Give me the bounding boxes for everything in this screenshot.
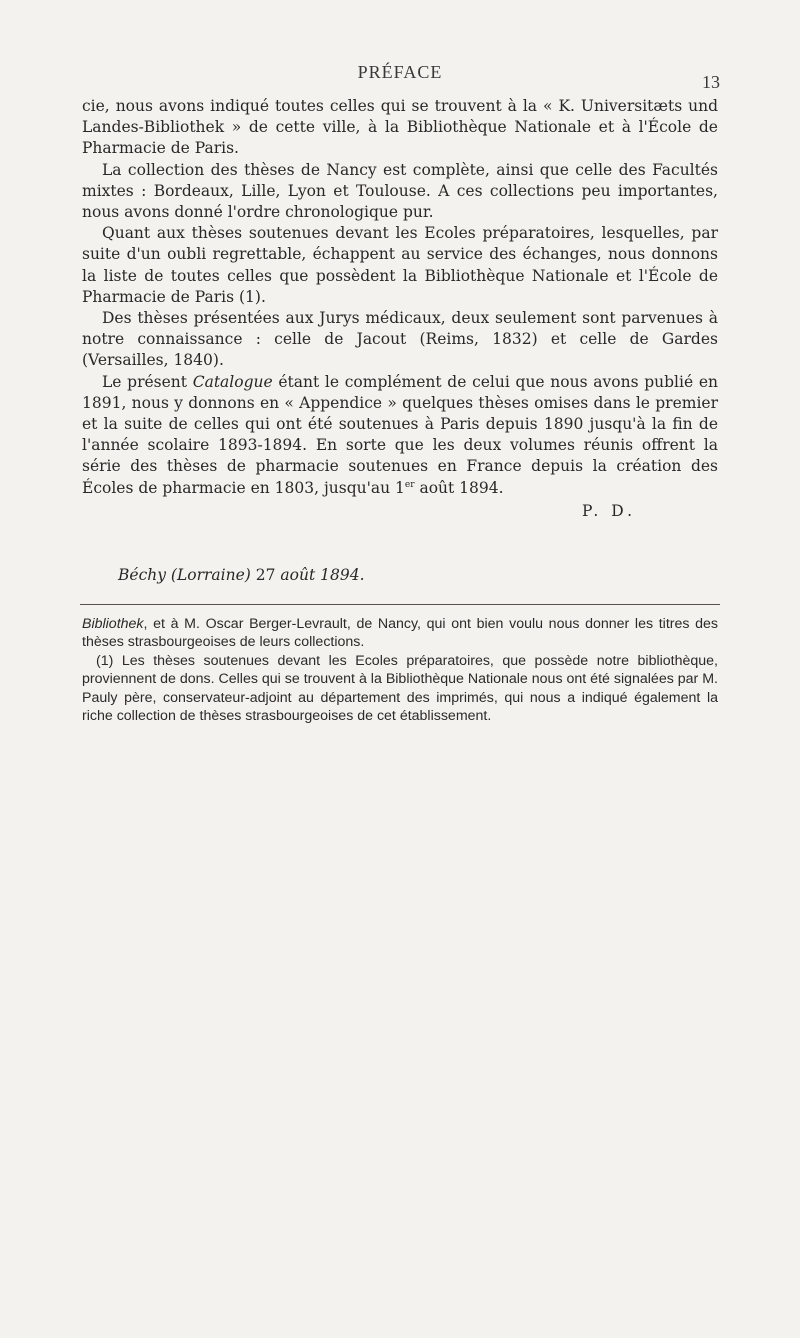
running-head [80,62,720,90]
footnote-1: (1) Les thèses soutenues devant les Ecoles préparatoires, que possède notre bibliothèque, proviennent de dons. Celles qui se trouvent à la Bibliothèque Nationale nous ont été signalées par M. Pauly père, conservateur-adjoint au département des imprimés, qui nous a indiqué également la riche collection de thèses strasbourgeoises de cet établissement. [82,652,718,725]
dateline [118,566,365,584]
page-title: PRÉFACE [357,62,443,82]
paragraph: cie, nous avons indiqué toutes celles qui se trouvent à la « K. Universitæts und Landes-Bibliothek » de cette ville, à la Bibliothèque Nationale et à l'École de Pharmacie de Paris. [82,97,718,158]
footnotes [82,615,718,725]
page-number: 13 [702,72,720,92]
body-text [82,96,718,522]
superscript: er [404,479,415,490]
paragraph: Quant aux thèses soutenues devant les Ecoles préparatoires, lesquelles, par suite d'un oubli regrettable, échappent au service des échanges, nous donnons la liste de toutes celles que possèdent la Bibliothèque Nationale et l'École de Pharmacie de Paris (1). [82,224,718,306]
dateline-place: Béchy (Lorraine) [118,566,251,584]
footnote-divider [80,604,720,605]
text-run: août 1894. [414,478,504,497]
paragraph-catalogue [82,372,718,499]
signature: P. D. [582,501,636,520]
footnote-italic: Bibliothek [82,616,144,632]
text-run: Le présent [102,372,193,391]
footnote-continuation [82,615,718,652]
text-run: , et à M. Oscar Berger-Levrault, de Nancy, qui ont bien voulu nous donner les titres des thèses strasbourgeoises de leurs collections. [82,616,718,651]
text-run: étant le complément de celui que nous avons publié en 1891, nous y donnons en « Appendice » quelques thèses omises dans le premier et la suite de celles qui ont été soutenues à Paris depuis 1890 jusqu'à la fin de l'année scolaire 1893-1894. En sorte que les deux volumes réunis offrent la série des thèses de pharmacie soutenues en France depuis la création des Écoles de pharmacie en 1803, jusqu'au 1 [82,372,718,497]
paragraph: Des thèses présentées aux Jurys médicaux, deux seulement sont parvenues à notre connaissance : celle de Jacout (Reims, 1832) et celle de Gardes (Versailles, 1840). [82,309,718,370]
dateline-month-year: août 1894. [280,566,365,584]
dateline-day: 27 [255,566,276,584]
paragraph: La collection des thèses de Nancy est complète, ainsi que celle des Facultés mixtes : Bordeaux, Lille, Lyon et Toulouse. A ces collections peu importantes, nous avons donné l'ordre chronologique pur. [82,160,718,222]
catalogue-italic: Catalogue [192,372,273,391]
